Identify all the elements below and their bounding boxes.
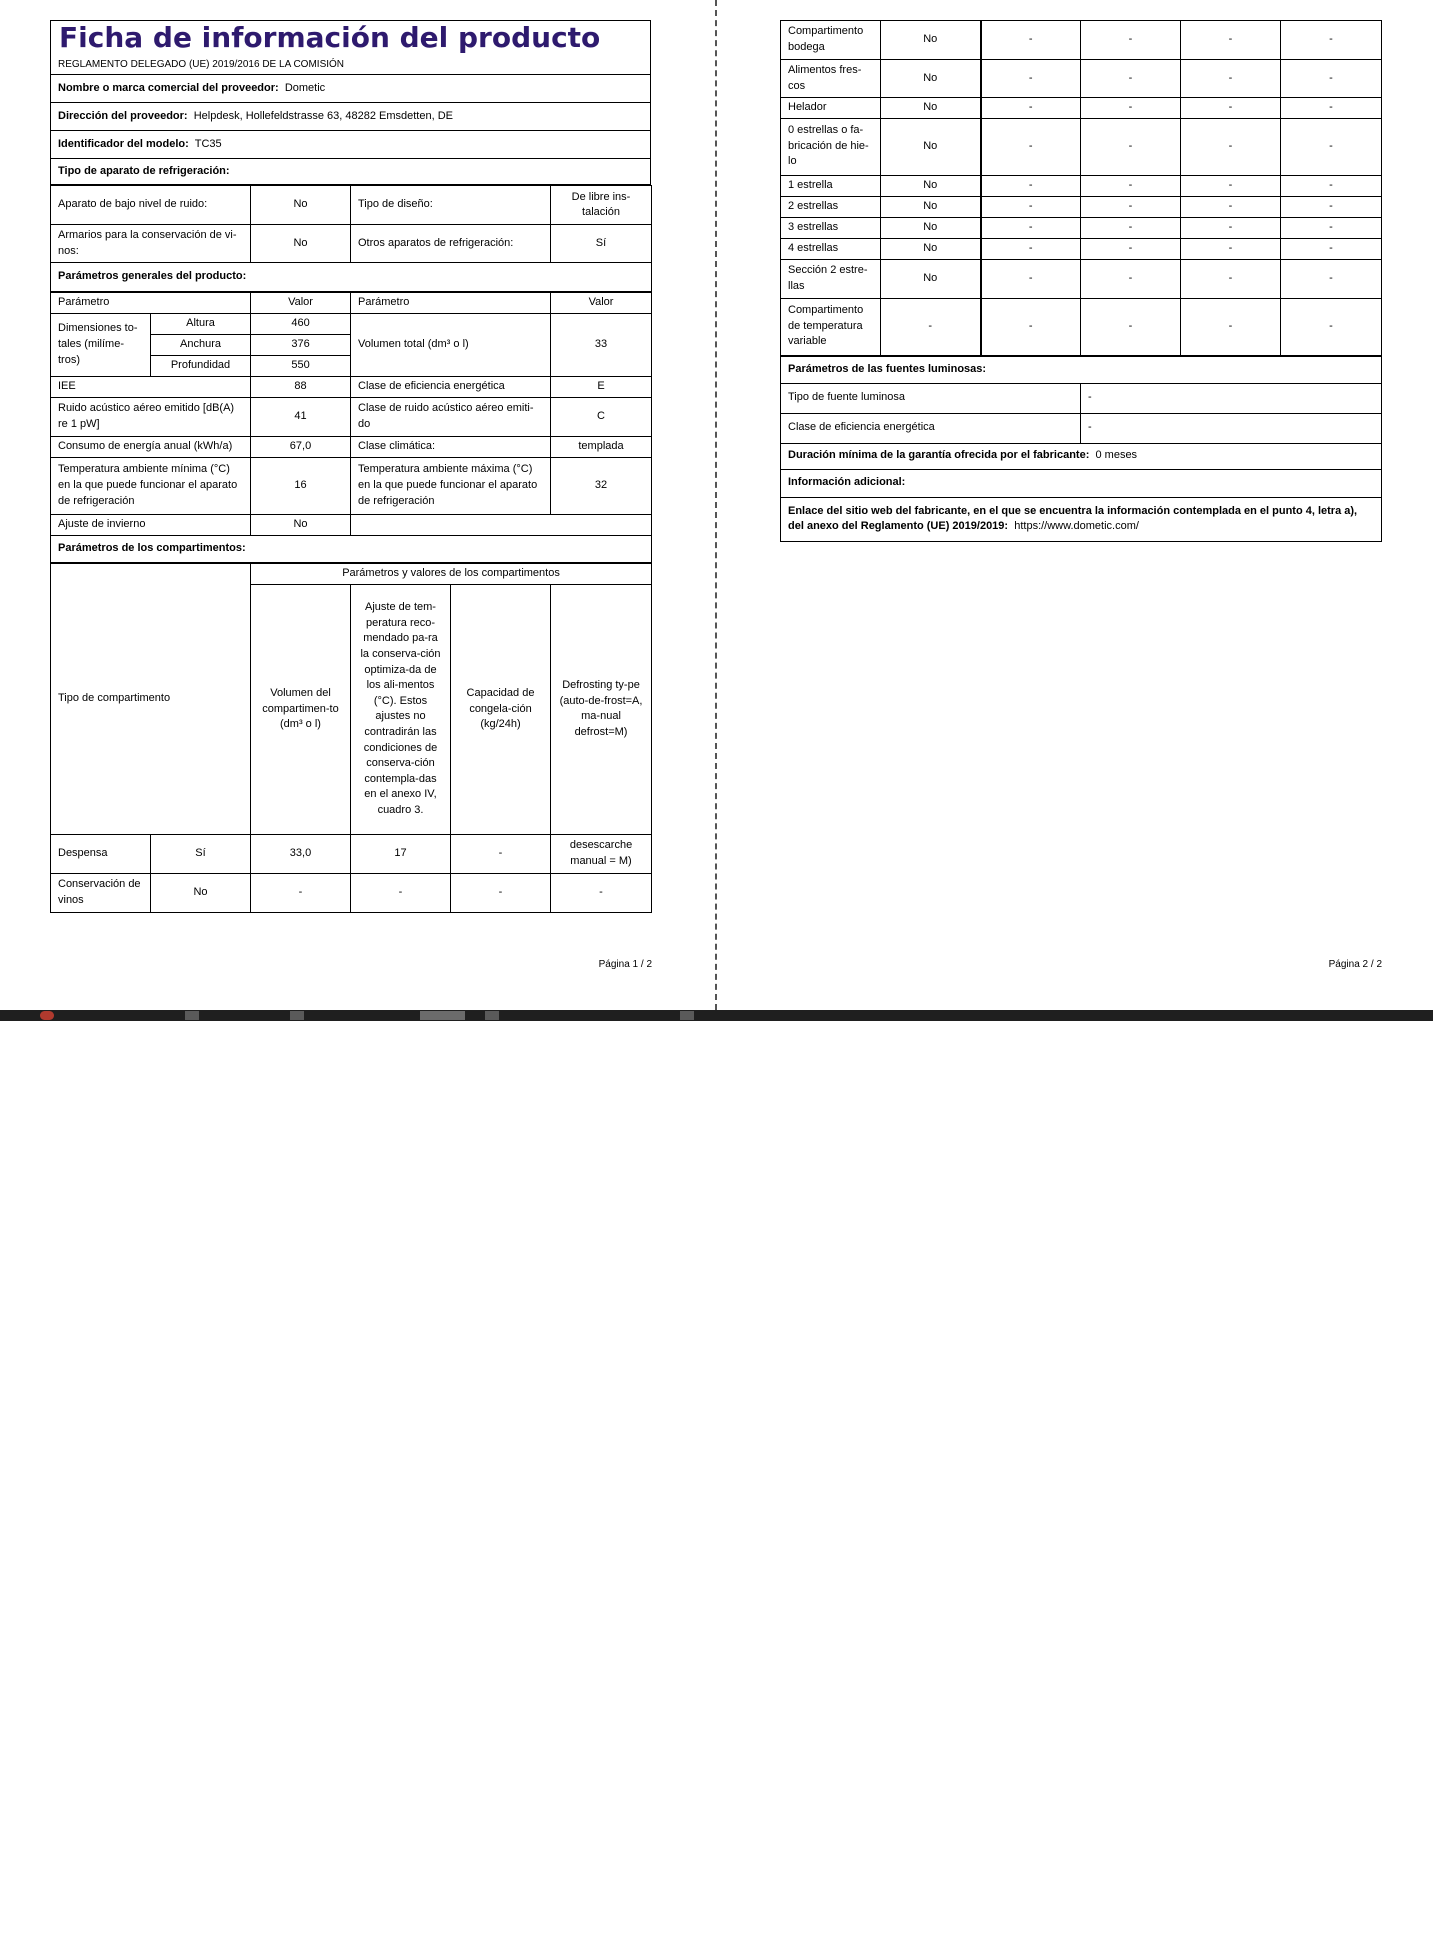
design-type-label: Tipo de diseño: [351, 186, 551, 225]
compartment-freeze: - [1181, 60, 1281, 98]
compartment-present: No [881, 196, 981, 217]
appliance-type-label: Tipo de aparato de refrigeración: [51, 159, 651, 185]
param-col-header-2: Parámetro [351, 293, 551, 314]
compartment-temp: - [1081, 238, 1181, 259]
compartment-present: - [881, 298, 981, 355]
compartment-freeze: - [1181, 175, 1281, 196]
depth-value: 550 [251, 355, 351, 376]
dimensions-label: Dimensiones to-tales (milíme-tros) [51, 313, 151, 376]
manufacturer-link[interactable]: https://www.dometic.com/ [1014, 520, 1139, 533]
manufacturer-link-row [781, 497, 1382, 541]
climate-class-value: templada [551, 436, 652, 457]
value-col-header: Valor [251, 293, 351, 314]
warranty-label: Duración mínima de la garantía ofrecida por el fabricante: [788, 449, 1090, 462]
table-row [781, 98, 1382, 119]
iee-label: IEE [51, 376, 251, 397]
other-appliance-label: Otros aparatos de refrigeración: [351, 225, 551, 263]
compartment-name: 3 estrellas [781, 217, 881, 238]
compartment-name: Alimentos fres-cos [781, 60, 881, 98]
noise-class-value: C [551, 397, 652, 436]
compartment-present: No [881, 118, 981, 175]
compartment-volume: - [981, 60, 1081, 98]
compartment-volume: - [981, 259, 1081, 298]
table-row [51, 873, 652, 912]
page-number: Página 2 / 2 [1328, 959, 1382, 970]
width-value: 376 [251, 334, 351, 355]
compartment-name: 0 estrellas o fa-bricación de hie-lo [781, 118, 881, 175]
compartment-present: No [881, 217, 981, 238]
compartment-temp: - [351, 873, 451, 912]
address-label: Dirección del proveedor: [58, 109, 188, 122]
compartment-present: No [881, 175, 981, 196]
table-row [781, 21, 1382, 60]
compartment-volume: 33,0 [251, 834, 351, 873]
address-row [51, 103, 651, 131]
energy-class-value: E [551, 376, 652, 397]
warranty-value: 0 meses [1095, 449, 1138, 462]
compartment-present: No [881, 98, 981, 119]
compartment-temp: - [1081, 196, 1181, 217]
supplier-value: Dometic [284, 81, 326, 94]
compartment-present: No [881, 259, 981, 298]
compartment-defrost: - [1281, 238, 1382, 259]
compartment-defrost: - [1281, 175, 1382, 196]
additional-info-label: Información adicional: [781, 469, 1382, 497]
table-row [51, 834, 652, 873]
light-type-value: - [1081, 383, 1382, 413]
low-noise-label: Aparato de bajo nivel de ruido: [51, 186, 251, 225]
col-temp-header: Ajuste de tem-peratura reco-mendado pa-ra la conserva-ción optimiza-da de los ali-mentos (°C). Estos ajustes no contradirán las condiciones de conserva-ción contempla-das en el anexo IV, cuadro 3. [351, 584, 451, 834]
address-value: Helpdesk, Hollefeldstrasse 63, 48282 Emsdetten, DE [193, 109, 453, 122]
compartment-name: Despensa [51, 834, 151, 873]
general-params-table [50, 292, 652, 563]
compartment-values-header: Parámetros y valores de los compartimentos [251, 563, 652, 584]
manufacturer-link-label: Enlace del sitio web del fabricante, en el que se encuentra la información contemplada en el punto 4, letra a), del anexo del Reglamento (UE) 2019/2019: [788, 504, 1358, 533]
model-row [51, 131, 651, 159]
compartment-freeze: - [451, 834, 551, 873]
table-row [781, 175, 1382, 196]
page-divider [715, 0, 717, 1010]
compartment-defrost: - [1281, 298, 1382, 355]
noise-label: Ruido acústico aéreo emitido [dB(A) re 1 pW] [51, 397, 251, 436]
compartment-present: No [151, 873, 251, 912]
compartment-params-label: Parámetros de los compartimentos: [51, 535, 652, 562]
compartment-temp: - [1081, 21, 1181, 60]
app-icon[interactable] [40, 1011, 54, 1020]
model-value: TC35 [194, 137, 222, 150]
page-2 [780, 20, 1382, 970]
noise-value: 41 [251, 397, 351, 436]
compartment-volume: - [981, 175, 1081, 196]
compartment-volume: - [981, 298, 1081, 355]
supplier-row [51, 75, 651, 103]
compartment-name: Conservación de vinos [51, 873, 151, 912]
compartment-defrost: - [551, 873, 652, 912]
appliance-type-table [50, 185, 652, 292]
compartment-volume: - [981, 238, 1081, 259]
winter-setting-label: Ajuste de invierno [51, 514, 251, 535]
total-volume-label: Volumen total (dm³ o l) [351, 313, 551, 376]
compartment-temp: - [1081, 298, 1181, 355]
col-volume-header: Volumen del compartimen-to (dm³ o l) [251, 584, 351, 834]
light-source-section-label: Parámetros de las fuentes luminosas: [781, 356, 1382, 383]
compartment-defrost: - [1281, 118, 1382, 175]
compartment-defrost: desescarche manual = M) [551, 834, 652, 873]
climate-class-label: Clase climática: [351, 436, 551, 457]
supplier-label: Nombre o marca comercial del proveedor: [58, 81, 279, 94]
compartment-freeze: - [451, 873, 551, 912]
table-row [781, 217, 1382, 238]
compartment-name: 2 estrellas [781, 196, 881, 217]
compartment-freeze: - [1181, 217, 1281, 238]
other-appliance-value: Sí [551, 225, 652, 263]
warranty-row [781, 443, 1382, 469]
compartment-freeze: - [1181, 238, 1281, 259]
compartment-present: No [881, 21, 981, 60]
compartment-freeze: - [1181, 196, 1281, 217]
wine-cabinet-label: Armarios para la conservación de vi-nos: [51, 225, 251, 263]
compartment-present: No [881, 60, 981, 98]
annual-energy-label: Consumo de energía anual (kWh/a) [51, 436, 251, 457]
col-freeze-header: Capacidad de congela-ción (kg/24h) [451, 584, 551, 834]
compartment-freeze: - [1181, 21, 1281, 60]
compartment-volume: - [981, 118, 1081, 175]
compartment-name: Compartimento de temperatura variable [781, 298, 881, 355]
noise-class-label: Clase de ruido acústico aéreo emiti-do [351, 397, 551, 436]
compartment-defrost: - [1281, 217, 1382, 238]
taskbar [0, 1010, 1433, 1021]
table-row [781, 196, 1382, 217]
compartment-temp: - [1081, 217, 1181, 238]
col-defrost-header: Defrosting ty-pe (auto-de-frost=A, ma-nual defrost=M) [551, 584, 652, 834]
design-type-value: De libre ins-talación [551, 186, 652, 225]
page-number: Página 1 / 2 [598, 959, 652, 970]
app-icon[interactable] [680, 1011, 694, 1020]
app-icon[interactable] [185, 1011, 199, 1020]
compartment-defrost: - [1281, 60, 1382, 98]
compartment-temp: - [1081, 259, 1181, 298]
compartments-table [50, 563, 652, 913]
model-label: Identificador del modelo: [58, 137, 189, 150]
general-params-label: Parámetros generales del producto: [51, 263, 652, 292]
compartment-volume: - [251, 873, 351, 912]
regulation-subtitle: REGLAMENTO DELEGADO (UE) 2019/2016 DE LA COMISIÓN [51, 56, 651, 75]
app-icon[interactable] [420, 1011, 465, 1020]
compartment-name: Compartimento bodega [781, 21, 881, 60]
height-label: Altura [151, 313, 251, 334]
compartment-volume: - [981, 217, 1081, 238]
product-info-header-table [50, 20, 651, 185]
light-class-value: - [1081, 413, 1382, 443]
app-icon[interactable] [290, 1011, 304, 1020]
compartment-type-label: Tipo de compartimento [51, 563, 251, 834]
max-temp-value: 32 [551, 457, 652, 514]
compartment-present: No [881, 238, 981, 259]
app-icon[interactable] [485, 1011, 499, 1020]
min-temp-value: 16 [251, 457, 351, 514]
height-value: 460 [251, 313, 351, 334]
annual-energy-value: 67,0 [251, 436, 351, 457]
winter-setting-value: No [251, 514, 351, 535]
min-temp-label: Temperatura ambiente mínima (°C) en la que puede funcionar el aparato de refrigeración [51, 457, 251, 514]
compartment-name: Helador [781, 98, 881, 119]
value-col-header-2: Valor [551, 293, 652, 314]
compartment-volume: - [981, 98, 1081, 119]
compartment-temp: - [1081, 175, 1181, 196]
page-1 [50, 20, 652, 970]
compartment-defrost: - [1281, 196, 1382, 217]
compartment-freeze: - [1181, 118, 1281, 175]
depth-label: Profundidad [151, 355, 251, 376]
table-row [781, 259, 1382, 298]
total-volume-value: 33 [551, 313, 652, 376]
compartment-temp: 17 [351, 834, 451, 873]
compartment-defrost: - [1281, 259, 1382, 298]
param-col-header: Parámetro [51, 293, 251, 314]
wine-cabinet-value: No [251, 225, 351, 263]
compartment-defrost: - [1281, 21, 1382, 60]
compartment-freeze: - [1181, 259, 1281, 298]
compartment-freeze: - [1181, 298, 1281, 355]
compartment-temp: - [1081, 98, 1181, 119]
document-title: Ficha de información del producto [51, 21, 651, 56]
compartment-name: 4 estrellas [781, 238, 881, 259]
max-temp-label: Temperatura ambiente máxima (°C) en la que puede funcionar el aparato de refrigeración [351, 457, 551, 514]
table-row [781, 118, 1382, 175]
width-label: Anchura [151, 334, 251, 355]
compartment-temp: - [1081, 60, 1181, 98]
table-row [781, 60, 1382, 98]
light-class-label: Clase de eficiencia energética [781, 413, 1081, 443]
compartment-volume: - [981, 21, 1081, 60]
energy-class-label: Clase de eficiencia energética [351, 376, 551, 397]
compartment-name: Sección 2 estre-llas [781, 259, 881, 298]
iee-value: 88 [251, 376, 351, 397]
compartment-defrost: - [1281, 98, 1382, 119]
compartment-name: 1 estrella [781, 175, 881, 196]
compartment-freeze: - [1181, 98, 1281, 119]
light-type-label: Tipo de fuente luminosa [781, 383, 1081, 413]
compartment-present: Sí [151, 834, 251, 873]
compartments-continued-table [780, 20, 1382, 356]
compartment-volume: - [981, 196, 1081, 217]
low-noise-value: No [251, 186, 351, 225]
light-source-table [780, 356, 1382, 542]
table-row [781, 298, 1382, 355]
empty-cell [351, 514, 652, 535]
table-row [781, 238, 1382, 259]
compartment-temp: - [1081, 118, 1181, 175]
